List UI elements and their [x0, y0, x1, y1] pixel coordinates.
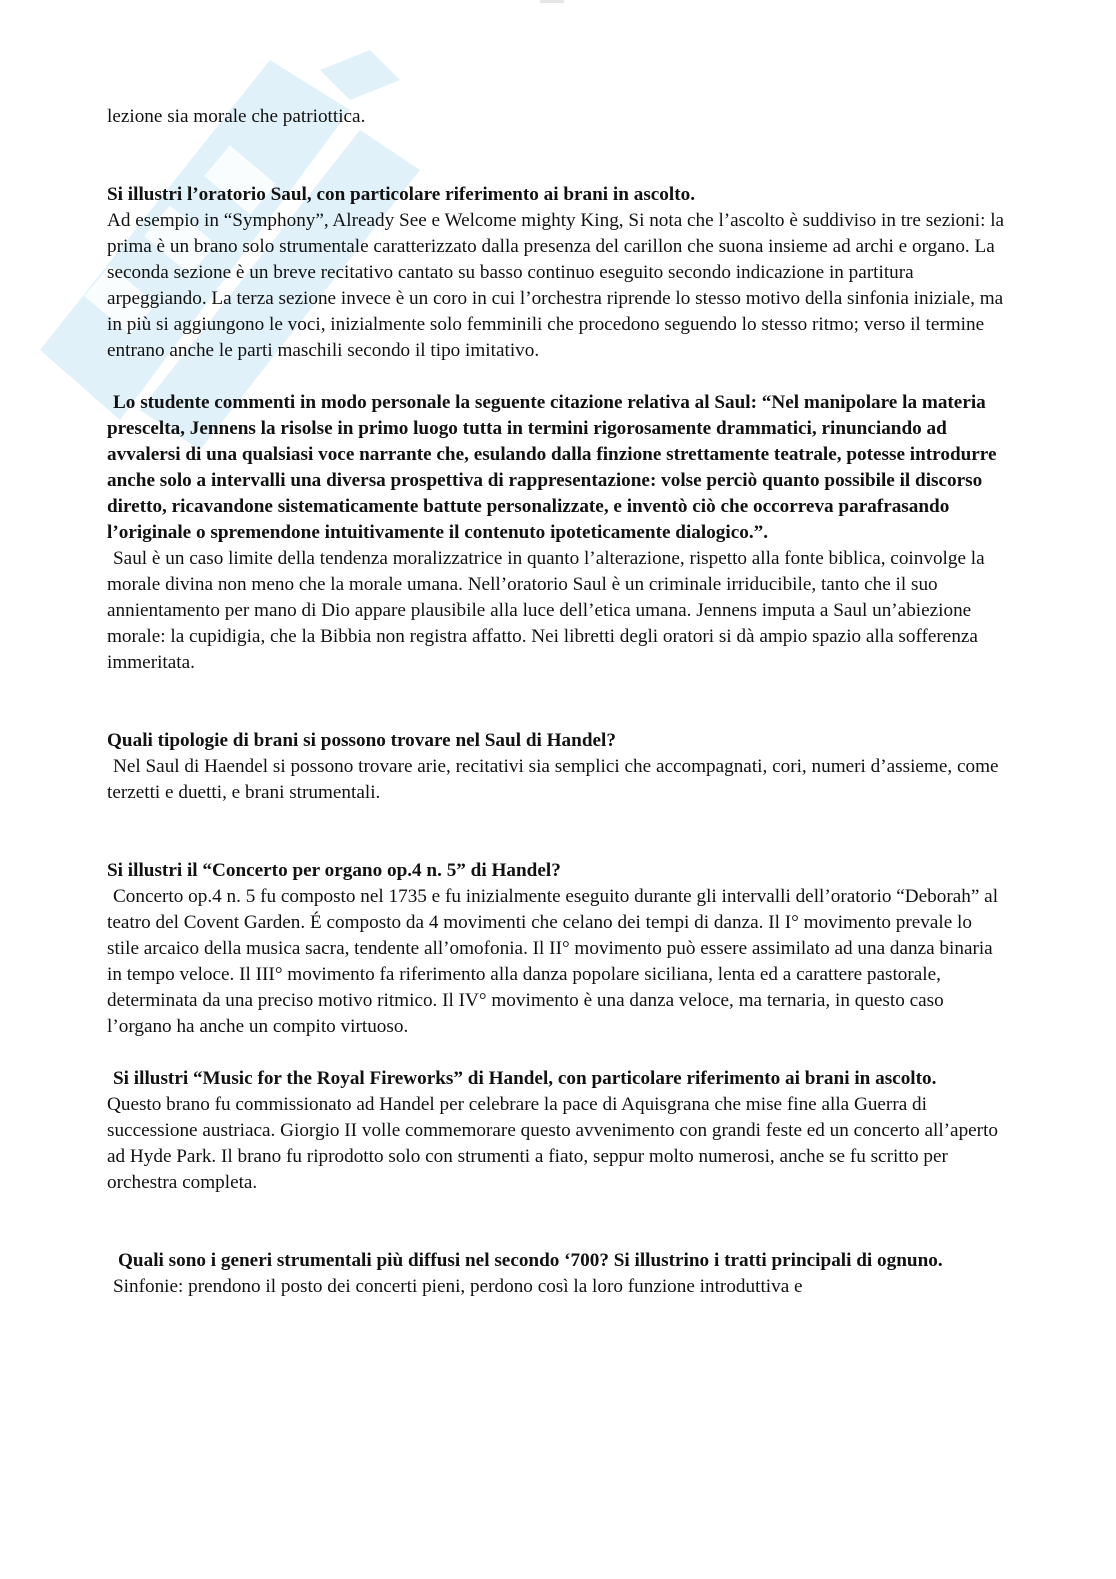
question-saul-oratorio: Si illustri l’oratorio Saul, con particolare riferimento ai brani in ascolto.: [107, 184, 696, 205]
answer-royal-fireworks: Questo brano fu commissionato ad Handel per celebrare la pace di Aquisgrana che mise fine alla Guerra di successione austriaca. Giorgio II volle commemorare questo avvenimento con grandi feste ed un concerto all’aperto ad Hyde Park. Il brano fu riprodotto solo con strumenti a fiato, seppur molto numerosi, anche se fu scritto per orchestra completa.: [107, 1094, 999, 1193]
paragraph-continuation: lezione sia morale che patriottica.: [107, 106, 366, 127]
question-organ-concerto: Si illustri il “Concerto per organo op.4 n. 5” di Handel?: [107, 860, 561, 881]
header-mark: [540, 0, 564, 3]
question-royal-fireworks: Si illustri “Music for the Royal Fireworks” di Handel, con particolare riferimento ai brani in ascolto.: [113, 1068, 937, 1089]
question-instrumental-genres: Quali sono i generi strumentali più diffusi nel secondo ‘700? Si illustrino i tratti principali di ognuno.: [118, 1250, 943, 1271]
answer-saul-quote: Saul è un caso limite della tendenza moralizzatrice in quanto l’alterazione, rispetto alla fonte biblica, coinvolge la morale divina non meno che la morale umana. Nell’oratorio Saul è un criminale irriducibile, tanto che il suo annientamento per mano di Dio appare plausibile alla luce dell’etica umana. Jennens imputa a Saul un’abiezione morale: la cupidigia, che la Bibbia non registra affatto. Nei libretti degli oratori si dà ampio spazio alla sofferenza immeritata.: [107, 548, 985, 673]
document-body: [107, 104, 1007, 1300]
answer-saul-pieces: Nel Saul di Haendel si possono trovare arie, recitativi sia semplici che accompagnati, cori, numeri d’assieme, come terzetti e duetti, e brani strumentali.: [107, 756, 999, 803]
answer-instrumental-genres: Sinfonie: prendono il posto dei concerti pieni, perdono così la loro funzione introduttiva e: [113, 1276, 803, 1297]
question-saul-pieces: Quali tipologie di brani si possono trovare nel Saul di Handel?: [107, 730, 616, 751]
answer-organ-concerto: Concerto op.4 n. 5 fu composto nel 1735 e fu inizialmente eseguito durante gli intervalli dell’oratorio “Deborah” al teatro del Covent Garden. É composto da 4 movimenti che celano dei tempi di danza. Il I° movimento prevale lo stile arcaico della musica sacra, tendente all’omofonia. Il II° movimento può essere assimilato ad una danza binaria in tempo veloce. Il III° movimento fa riferimento alla danza popolare siciliana, lenta ed a carattere pastorale, determinata da una preciso motivo ritmico. Il IV° movimento è una danza veloce, ma ternaria, in questo caso l’organo ha anche un compito virtuoso.: [107, 886, 999, 1037]
question-saul-quote: Lo studente commenti in modo personale la seguente citazione relativa al Saul: “Nel manipolare la materia prescelta, Jennens la risolse in primo luogo tutta in termini rigorosamente drammatici, rinunciando ad avvalersi di una qualsiasi voce narrante che, esulando dalla finzione strettamente teatrale, potesse introdurre anche solo a intervalli una diversa prospettiva di rappresentazione: volse perciò quanto possibile il discorso diretto, ricavandone sistematicamente battute personalizzate, e inventò ciò che occorreva parafrasando l’originale o spremendone intuitivamente il contenuto ipoteticamente dialogico.”.: [107, 392, 997, 543]
answer-saul-oratorio: Ad esempio in “Symphony”, Already See e Welcome mighty King, Si nota che l’ascolto è suddiviso in tre sezioni: la prima è un brano solo strumentale caratterizzato dalla presenza del carillon che suona insieme ad archi e organo. La seconda sezione è un breve recitativo cantato su basso continuo eseguito secondo indicazione in partitura arpeggiando. La terza sezione invece è un coro in cui l’orchestra riprende lo stesso motivo della sinfonia iniziale, ma in più si aggiungono le voci, inizialmente solo femminili che procedono seguendo lo stesso ritmo; verso il termine entrano anche le parti maschili secondo il tipo imitativo.: [107, 210, 1005, 361]
